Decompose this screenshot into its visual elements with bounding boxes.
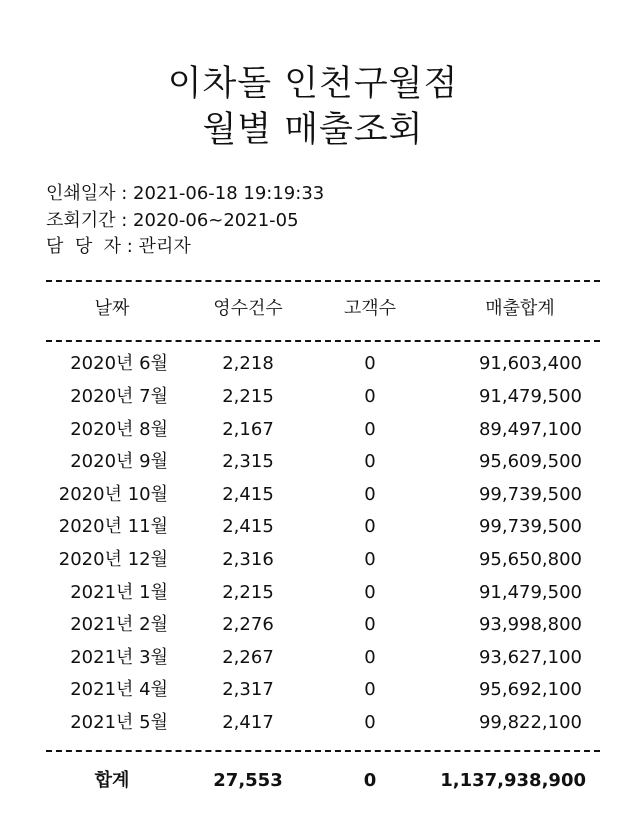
row-sales: 95,609,500 (478, 451, 582, 472)
row-date: 2021년 1월 (70, 582, 168, 603)
row-customers: 0 (364, 386, 376, 407)
row-customers: 0 (364, 712, 376, 733)
table-row (0, 446, 626, 478)
row-date: 2020년 11월 (58, 516, 168, 537)
row-date: 2020년 9월 (70, 451, 168, 472)
row-customers: 0 (364, 614, 376, 635)
table-row (0, 642, 626, 674)
row-customers: 0 (364, 549, 376, 570)
row-sales: 95,692,100 (478, 679, 582, 700)
row-sales: 95,650,800 (478, 549, 582, 570)
table-row (0, 609, 626, 641)
row-receipts: 2,215 (222, 386, 274, 407)
row-receipts: 2,218 (222, 353, 274, 374)
header-customers: 고객수 (343, 298, 397, 319)
header-sales: 매출합계 (485, 298, 555, 319)
row-receipts: 2,276 (222, 614, 274, 635)
table-row (0, 544, 626, 576)
row-sales: 91,479,500 (478, 386, 582, 407)
row-sales: 93,627,100 (478, 647, 582, 668)
row-receipts: 2,167 (222, 419, 274, 440)
row-date: 2021년 5월 (70, 712, 168, 733)
table-row (0, 381, 626, 413)
row-sales: 91,603,400 (478, 353, 582, 374)
row-date: 2020년 6월 (70, 353, 168, 374)
row-customers: 0 (364, 451, 376, 472)
row-receipts: 2,315 (222, 451, 274, 472)
row-date: 2020년 7월 (70, 386, 168, 407)
row-customers: 0 (364, 484, 376, 505)
table-row (0, 674, 626, 706)
row-receipts: 2,415 (222, 516, 274, 537)
row-sales: 99,739,500 (478, 484, 582, 505)
row-date: 2021년 3월 (70, 647, 168, 668)
row-receipts: 2,417 (222, 712, 274, 733)
row-customers: 0 (364, 353, 376, 374)
row-receipts: 2,317 (222, 679, 274, 700)
row-date: 2020년 8월 (70, 419, 168, 440)
divider-bottom (46, 750, 600, 752)
row-customers: 0 (364, 582, 376, 603)
row-date: 2021년 4월 (70, 679, 168, 700)
total-receipts: 27,553 (213, 770, 283, 791)
manager: 담 당 자 : 관리자 (46, 236, 191, 257)
print-date: 인쇄일자 : 2021-06-18 19:19:33 (46, 183, 325, 204)
total-customers: 0 (363, 770, 377, 791)
divider-top (46, 280, 600, 282)
row-customers: 0 (364, 419, 376, 440)
total-label: 합계 (94, 770, 130, 791)
table-row (0, 348, 626, 380)
row-date: 2021년 2월 (70, 614, 168, 635)
row-receipts: 2,415 (222, 484, 274, 505)
row-sales: 99,739,500 (478, 516, 582, 537)
table-header (0, 293, 626, 325)
table-row (0, 414, 626, 446)
table-row (0, 479, 626, 511)
report-subtitle: 월별 매출조회 (202, 110, 424, 150)
total-row (0, 765, 626, 797)
divider-header (46, 340, 600, 342)
row-customers: 0 (364, 679, 376, 700)
row-sales: 99,822,100 (478, 712, 582, 733)
header-receipts: 영수건수 (213, 298, 283, 319)
header-date: 날짜 (94, 298, 130, 319)
row-sales: 93,998,800 (478, 614, 582, 635)
row-date: 2020년 12월 (58, 549, 168, 570)
report-title: 이차돌 인천구월점 (167, 64, 459, 104)
query-period: 조회기간 : 2020-06~2021-05 (46, 210, 299, 231)
table-row (0, 577, 626, 609)
table-row (0, 707, 626, 739)
row-date: 2020년 10월 (58, 484, 168, 505)
row-sales: 89,497,100 (478, 419, 582, 440)
total-sales: 1,137,938,900 (440, 770, 586, 791)
row-customers: 0 (364, 647, 376, 668)
row-receipts: 2,267 (222, 647, 274, 668)
row-customers: 0 (364, 516, 376, 537)
table-row (0, 511, 626, 543)
row-receipts: 2,215 (222, 582, 274, 603)
row-receipts: 2,316 (222, 549, 274, 570)
row-sales: 91,479,500 (478, 582, 582, 603)
